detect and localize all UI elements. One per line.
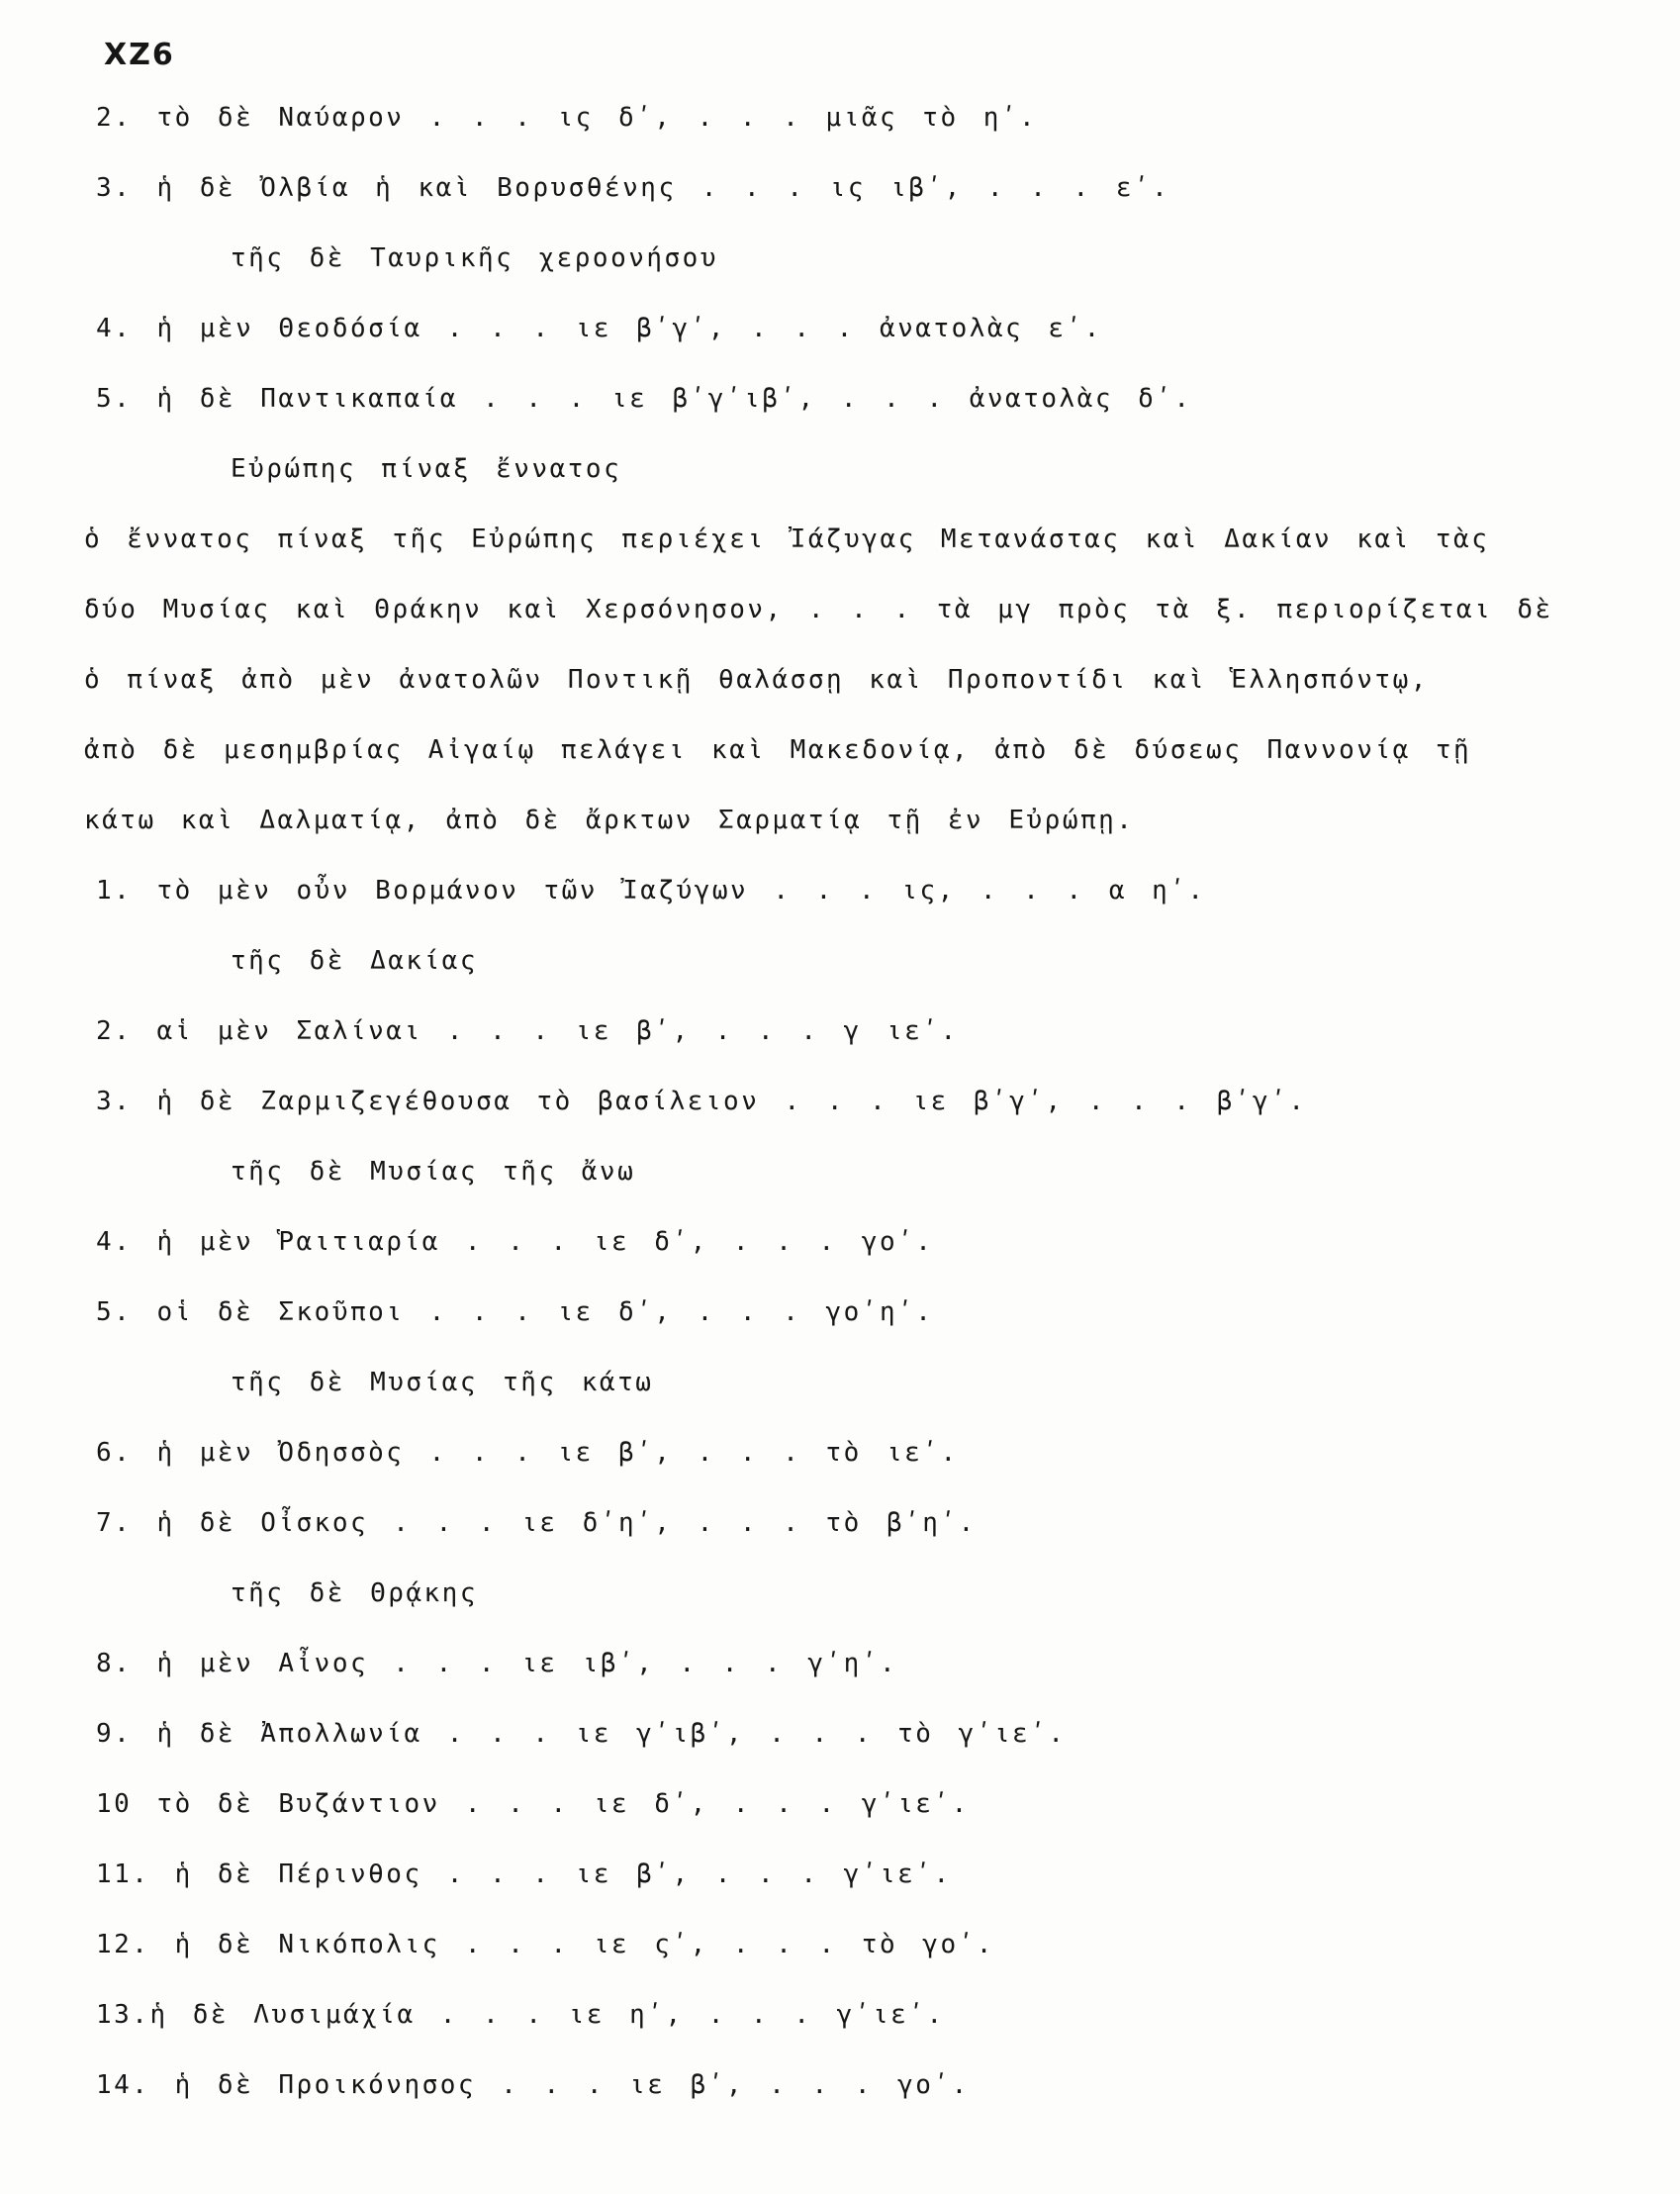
document-body <box>84 98 1591 2105</box>
paragraph-line: κάτω καὶ Δαλματίᾳ, ἀπὸ δὲ ἄρκτων Σαρματίᾳ τῇ ἐν Εὐρώπῃ. <box>84 806 1135 835</box>
coordinate-line: 12. ἡ δὲ Νικόπολις . . . ιε ςʹ, . . . τὸ γοʹ. <box>96 1930 994 1959</box>
coordinate-line: 7. ἡ δὲ Οἶσκος . . . ιε δʹηʹ, . . . τὸ βʹηʹ. <box>96 1508 977 1538</box>
coordinate-line: 14. ἡ δὲ Προικόνησος . . . ιε βʹ, . . . γοʹ. <box>96 2070 970 2100</box>
section-heading: τῆς δὲ Δακίας <box>231 946 478 976</box>
coordinate-line: 2. αἱ μὲν Σαλίναι . . . ιε βʹ, . . . γ ιεʹ. <box>96 1016 959 1046</box>
paragraph-line: ὁ πίναξ ἀπὸ μὲν ἀνατολῶν Ποντικῇ θαλάσσῃ καὶ Προποντίδι καὶ Ἑλλησπόντῳ, <box>84 665 1429 695</box>
section-heading: τῆς δὲ Θρᾴκης <box>231 1578 478 1608</box>
paragraph-line: ὁ ἔννατος πίναξ τῆς Εὐρώπης περιέχει Ἰάζυγας Μετανάστας καὶ Δακίαν καὶ τὰς <box>84 525 1490 554</box>
section-heading: τῆς δὲ Μυσίας τῆς κάτω <box>231 1368 654 1397</box>
coordinate-line: 11. ἡ δὲ Πέρινθος . . . ιε βʹ, . . . γʹιεʹ. <box>96 1860 952 1889</box>
coordinate-line: 5. οἱ δὲ Σκοῦποι . . . ιε δʹ, . . . γοʹηʹ. <box>96 1297 934 1327</box>
section-heading: τῆς δὲ Μυσίας τῆς ἄνω <box>231 1157 636 1187</box>
coordinate-line: 10 τὸ δὲ Βυζάντιον . . . ιε δʹ, . . . γʹιεʹ. <box>96 1789 970 1819</box>
coordinate-line: 4. ἡ μὲν Ῥαιτιαρία . . . ιε δʹ, . . . γοʹ. <box>96 1227 934 1257</box>
coordinate-line: 3. ἡ δὲ Ζαρμιζεγέθουσα τὸ βασίλειον . . . ιε βʹγʹ, . . . βʹγʹ. <box>96 1087 1307 1116</box>
coordinate-line: 5. ἡ δὲ Παντικαπαία . . . ιε βʹγʹιβʹ, . . . ἀνατολὰς δʹ. <box>96 384 1192 414</box>
coordinate-line: 13.ἡ δὲ Λυσιμάχία . . . ιε ηʹ, . . . γʹιεʹ. <box>96 2000 945 2030</box>
coordinate-line: 1. τὸ μὲν οὖν Βορμάνον τῶν Ἰαζύγων . . . ις, . . . α ηʹ. <box>96 876 1206 906</box>
page-label: XZ6 <box>104 38 175 72</box>
section-heading: τῆς δὲ Ταυρικῆς χεροονήσου <box>231 243 718 273</box>
coordinate-line: 2. τὸ δὲ Ναύαρον . . . ις δʹ, . . . μιᾶς τὸ ηʹ. <box>96 103 1038 133</box>
paragraph-line: ἀπὸ δὲ μεσημβρίας Αἰγαίῳ πελάγει καὶ Μακεδονίᾳ, ἀπὸ δὲ δύσεως Παννονίᾳ τῇ <box>84 735 1472 765</box>
coordinate-line: 8. ἡ μὲν Αἶνος . . . ιε ιβʹ, . . . γʹηʹ. <box>96 1649 898 1678</box>
coordinate-line: 9. ἡ δὲ Ἀπολλωνία . . . ιε γʹιβʹ, . . . τὸ γʹιεʹ. <box>96 1719 1067 1749</box>
coordinate-line: 3. ἡ δὲ Ὀλβία ἡ καὶ Βορυσθένης . . . ις ιβʹ, . . . εʹ. <box>96 173 1170 203</box>
paragraph-line: δύο Μυσίας καὶ Θράκην καὶ Χερσόνησον, . . . τὰ μγ πρὸς τὰ ξ. περιορίζεται δὲ <box>84 595 1553 624</box>
coordinate-line: 4. ἡ μὲν Θεοδόσία . . . ιε βʹγʹ, . . . ἀνατολὰς εʹ. <box>96 314 1102 343</box>
section-heading: Εὐρώπης πίναξ ἔννατος <box>231 454 622 484</box>
coordinate-line: 6. ἡ μὲν Ὀδησσὸς . . . ιε βʹ, . . . τὸ ιεʹ. <box>96 1438 959 1468</box>
